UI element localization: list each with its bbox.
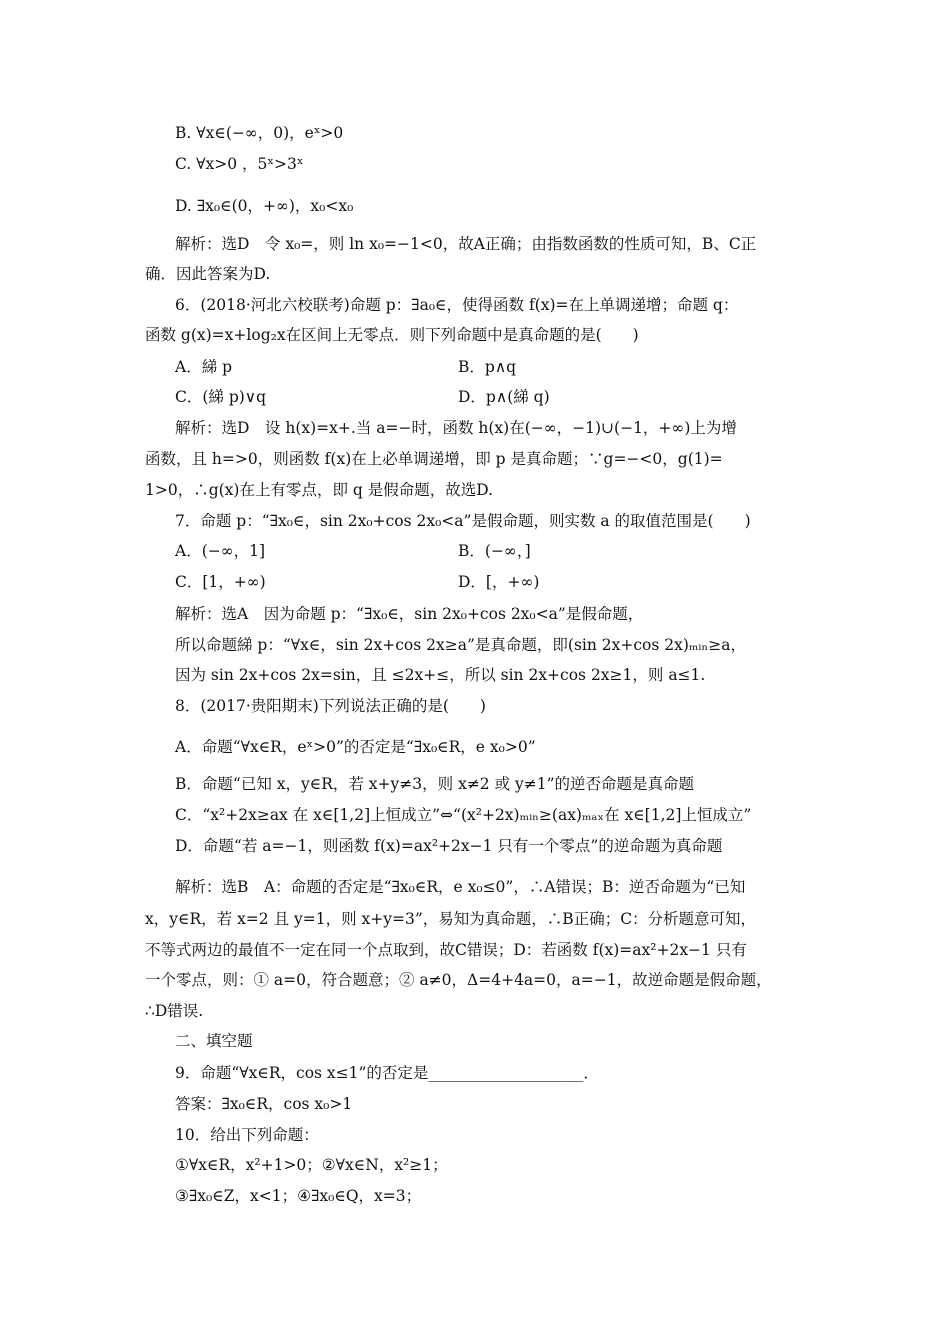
section-heading: 二、填空题 xyxy=(175,1032,253,1050)
question-8: 8．(2017·贵阳期末)下列说法正确的是( ) xyxy=(175,697,486,715)
solution-8-line2: x，y∈R，若 x=2 且 y=1，则 x+y=3”，易知为真命题，∴B正确；C：分析题意可知， xyxy=(145,910,757,928)
solution-8-line4: 一个零点，则：① a=0，符合题意；② a≠0，Δ=4+4a=0，a=−1，故逆命题是假命题， xyxy=(145,971,772,989)
solution-7-line3: 因为 sin 2x+cos 2x=sin，且 ≤2x+≤，所以 sin 2x+cos 2x≥1，则 a≤1. xyxy=(175,666,706,684)
option-6b: B．p∧q xyxy=(458,358,517,376)
option-5c: C. ∀x>0 ，5ˣ>3ˣ xyxy=(175,155,304,173)
solution-6-line3: 1>0，∴g(x)在上有零点，即 q 是假命题，故选D. xyxy=(145,481,494,499)
option-8d: D．命题“若 a=−1，则函数 f(x)=ax²+2x−1 只有一个零点”的逆命题为真命题 xyxy=(175,837,723,855)
solution-7-line2: 所以命题綈 p：“∀x∈，sin 2x+cos 2x≥a”是真命题，即(sin 2x+cos 2x)ₘᵢₙ≥a， xyxy=(175,636,746,654)
solution-8-line1: 解析：选B A：命题的否定是“∃x₀∈R，e x₀≤0”，∴A错误；B：逆否命题为“已知 xyxy=(175,878,746,896)
option-6c: C．(綈 p)∨q xyxy=(175,388,267,406)
option-7a: A．(−∞，1] xyxy=(175,542,266,560)
option-8b: B．命题“已知 x，y∈R，若 x+y≠3，则 x≠2 或 y≠1”的逆否命题是真命题 xyxy=(175,775,695,793)
option-7d: D．[，+∞) xyxy=(458,573,540,591)
propositions-10-line1: ①∀x∈R，x²+1>0；②∀x∈N，x²≥1； xyxy=(175,1156,448,1174)
answer-9: 答案：∃x₀∈R，cos x₀>1 xyxy=(175,1095,353,1113)
solution-6-line1: 解析：选D 设 h(x)=x+.当 a=−时，函数 h(x)在(−∞，−1)∪(−1，+∞)上为增 xyxy=(175,419,737,437)
option-5b: B. ∀x∈(−∞，0)，eˣ>0 xyxy=(175,124,344,142)
question-7: 7．命题 p：“∃x₀∈，sin 2x₀+cos 2x₀<a”是假命题，则实数 a 的取值范围是( ) xyxy=(175,512,751,530)
solution-6-line2: 函数，且 h=>0，则函数 f(x)在上必单调递增，即 p 是真命题；∵g=−<0，g(1)= xyxy=(145,450,723,468)
option-8a: A．命题“∀x∈R，eˣ>0”的否定是“∃x₀∈R，e x₀>0” xyxy=(175,738,536,756)
solution-8-line3: 不等式两边的最值不一定在同一个点取到，故C错误；D：若函数 f(x)=ax²+2x−1 只有 xyxy=(145,941,747,959)
solution-8-line5: ∴D错误. xyxy=(145,1002,204,1020)
option-5d: D. ∃x₀∈(0，+∞)，x₀<x₀ xyxy=(175,197,354,215)
propositions-10-line2: ③∃x₀∈Z，x<1；④∃x₀∈Q，x=3； xyxy=(175,1187,422,1205)
option-7b: B．(−∞，] xyxy=(458,542,531,560)
question-10: 10．给出下列命题： xyxy=(175,1126,319,1144)
question-6-line2: 函数 g(x)=x+log₂x在区间上无零点．则下列命题中是真命题的是( ) xyxy=(145,326,639,344)
option-6d: D．p∧(綈 q) xyxy=(458,388,550,406)
question-6-line1: 6．(2018·河北六校联考)命题 p：∃a₀∈，使得函数 f(x)=在上单调递增；命题 q： xyxy=(175,296,739,314)
solution-5-line2: 确．因此答案为D. xyxy=(145,265,271,283)
solution-7-line1: 解析：选A 因为命题 p：“∃x₀∈，sin 2x₀+cos 2x₀<a”是假命题， xyxy=(175,605,644,623)
solution-5-line1: 解析：选D 令 x₀=，则 ln x₀=−1<0，故A正确；由指数函数的性质可知，B、C正 xyxy=(175,235,757,253)
option-7c: C．[1，+∞) xyxy=(175,573,266,591)
option-8c: C．“x²+2x≥ax 在 x∈[1,2]上恒成立”⇔“(x²+2x)ₘᵢₙ≥(ax)ₘₐₓ在 x∈[1,2]上恒成立” xyxy=(175,806,752,824)
option-6a: A．綈 p xyxy=(175,358,233,376)
question-9: 9．命题“∀x∈R，cos x≤1”的否定是____________________． xyxy=(175,1064,599,1082)
